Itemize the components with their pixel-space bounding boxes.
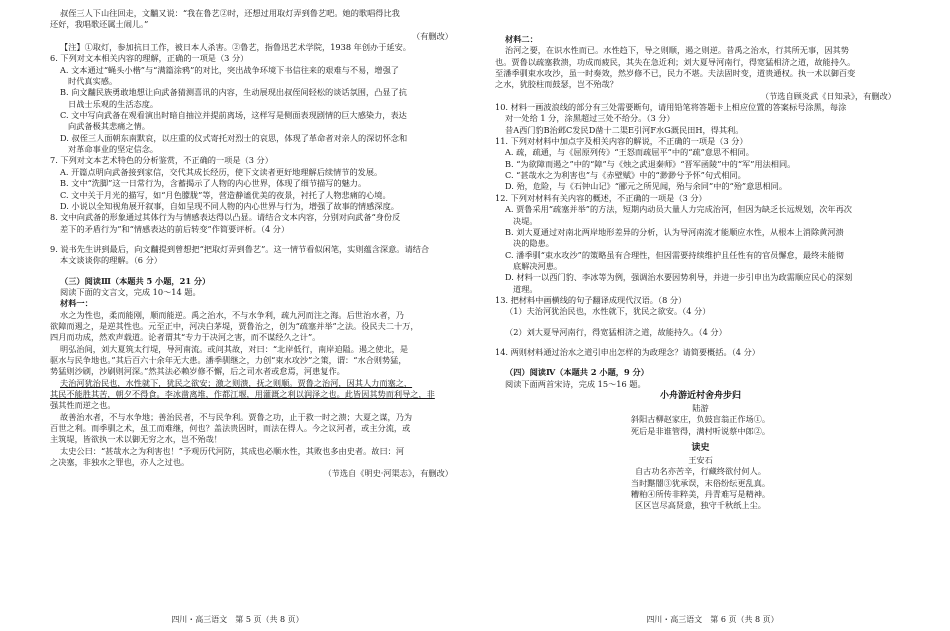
underlined-line: 其民不能胜其苦，朝夕不得食。李冰凿离堆，作都江堰，用灌溉之利以润泽之也。此皆因其势而利导之，非: [50, 389, 435, 399]
page-right: [475, 0, 950, 631]
option-line: C. 潘季驯“束水攻沙”的策略虽有合理性，但因需要持续维护且任性有的官员懈怠，最终未能彻: [505, 249, 844, 260]
option-line: D. 材料一以西门豹、李冰等为例，强调治水要因势利导，并进一步引申出为政需顺应民心的深刻: [505, 272, 853, 283]
poem-line: 自古功名亦苦辛，行藏终欲付何人。: [634, 466, 766, 477]
question-13: [495, 295, 906, 338]
question-14: 14. 两则材料通过治水之道引申出怎样的为政理念？请简要概括。（4 分）: [495, 346, 760, 357]
material-1-passage: [50, 310, 463, 469]
option-line: A. 文本通过“蝇头小楷”与“满篇涂鸦”的对比，突出战争环境下书信往来的艰难与不易，增强了: [60, 64, 399, 75]
question-8: [50, 212, 463, 235]
poem-2: [495, 442, 906, 512]
poem-title: 读史: [691, 443, 710, 453]
text-line: 太史公曰：“甚哉水之为利害也！”予观历代河防，其成也必顺水性，其败也多由史者。故曰：河: [60, 445, 405, 456]
question-stem: 差下的矛盾行为”和“情感表达的前后转变”作简要评析。（4 分）: [60, 223, 290, 234]
question-stem: 9. 说书先生讲到最后，向文黼提到曾想把“把取灯弄到鲁艺”。这一情节看似闲笔，实则蕴含深意。请结合: [50, 243, 430, 254]
text-line: 强其性而逆之也。: [50, 400, 116, 411]
question-sentence: 昔A西门豹B治邺C发民D凿十二渠E引河F水G溉民田H，得其利。: [505, 124, 744, 135]
option-line: A. 疏，疏通，与《屈原列传》“王怒而疏屈平”中的“疏”意思不相同。: [505, 147, 754, 158]
poem-line: 当时黮闇③犹承误，末俗纷纭更乱真。: [630, 477, 771, 488]
intro-passage: [50, 8, 463, 31]
question-12: [495, 193, 906, 295]
option-line: B. “为欲障而遏之”中的“障”与《烛之武退秦师》“晋军函陵”中的“军”用法相同。: [505, 158, 796, 169]
option-line: C. “甚哉水之为利害也”与《赤壁赋》中的“渺渺兮予怀”句式相同。: [505, 170, 746, 181]
text-line: 水之为性也，柔而能刚，顺而能逆。禹之治水，不与水争利，疏九河而注之海。后世治水者，乃: [60, 309, 404, 320]
section-3-intro: 阅读下面的文言文，完成 10～14 题。: [60, 286, 201, 297]
material-2-title: 材料二：: [505, 34, 538, 44]
option-line: A. 开篇点明向武备接到家信，交代其成长经历，使下文读者更好地理解后续情节的发展。: [60, 166, 383, 177]
text-line: 势猛则沙刷，沙刷则河深。”然其法必赖岁修不懈，后之司水者或怠焉，河患复作。: [50, 366, 345, 377]
option-line: 决的隐患。: [513, 238, 554, 249]
option-line: B. 向文黼民族勇敢地想让向武备猜测喜讯的内容，生动展现出叔侄间轻松的谈话氛围，凸显了抗: [60, 87, 407, 98]
question-stem: 8. 文中向武备的形象通过其体行为与情感表达得以凸显。请结合文本内容，分别对向武备“身份反: [50, 212, 401, 223]
material-2-source: （节选自顾炎武《日知录》，有删改）: [760, 90, 896, 101]
option-line: 向武备极其悲痛之情。: [68, 121, 150, 132]
underlined-line: 夫治河犹治民也，水性就下，犹民之欲安；激之则溃，抚之则顺。贾鲁之治河，因其人力而塞之，: [60, 377, 413, 388]
question-stem: 13. 把材料中画横线的句子翻译成现代汉语。（8 分）: [495, 294, 687, 305]
text-line: 驱水与民争地也。”其后百六十余年无大患。潘季驯继之，力创“束水攻沙”之策，谓：“水合则势猛，: [50, 354, 407, 365]
poem-line: 糟粕④所传非粹美，丹青难写是精神。: [630, 489, 771, 500]
text-line: 也。贾鲁以疏塞救溃，功成而疲民，其失在急近利；刘大夏导河南行，得宽猛相济之道，故能持久。: [495, 56, 856, 67]
text-line: 之水，犹胶柱而鼓瑟，岂不殆哉？: [495, 79, 618, 90]
text-line: 之决塞，非独水之罪也，亦人之过也。: [50, 457, 190, 468]
text-line: 欲障而遏之，是逆其性也。元至正中，河决白茅堤，贾鲁治之，创为“疏塞并举”之法。役民夫二十万，: [50, 320, 419, 331]
text-line: 百世之利。而季驯之术，虽工而难继，何也？盖法贵因时，而法在得人。今之议河者，或主分流，或: [50, 423, 411, 434]
poem-1: [495, 390, 906, 437]
text-line: 故善治水者，不与水争地；善治民者，不与民争利。贾鲁之功，止于救一时之溃；大夏之谋，乃为: [60, 411, 413, 422]
material-1-title: 材料一：: [60, 298, 93, 309]
question-stem: 7. 下列对文本艺术特色的分析鉴赏，不正确的一项是（3 分）: [50, 155, 273, 166]
question-6: [50, 53, 463, 155]
question-stem: 对一处给 1 分，涂黑超过三处不给分。（3 分）: [505, 113, 675, 124]
option-line: B. 刘大夏通过对南北两岸地形差异的分析，认为导河南流才能顺应水性，从根本上消除黄河溃: [505, 226, 844, 237]
question-stem: 11. 下列对材料中加点字及相关内容的解说，不正确的一项是（3 分）: [495, 136, 748, 147]
option-line: D. 殆，危险，与《石钟山记》“郦元之所见闻，殆与余同”中的“殆”意思相同。: [505, 181, 788, 192]
text-line: 治河之要，在识水性而已。水性趋下，导之则顺，遏之则逆。昔禹之治水，行其所无事，因其势: [505, 45, 849, 56]
question-stem: 本文谈谈你的理解。（6 分）: [60, 255, 162, 266]
option-line: C. 文中关于月光的描写，如“月色朦胧”等，营造静谧优美的夜景，衬托了人物悲痛的心境。: [60, 189, 391, 200]
poem-author: 王安石: [688, 455, 713, 465]
option-line: 道理。: [513, 283, 538, 294]
question-7: [50, 155, 463, 212]
material-1-source: （节选自《明史·河渠志》，有删改）: [323, 468, 453, 479]
poem-line: 区区岂尽高贤意，独守千秋纸上尘。: [634, 500, 766, 511]
option-line: B. 文中“洗脚”这一日常行为，含蓄揭示了人物的内心世界，体现了细节描写的魅力。: [60, 178, 367, 189]
text-line: 四月而功成，然欢声载道。论者谓其“专力于决河之害，而不谋经久之计”。: [50, 332, 321, 343]
poem-line: 斜阳古柳赵家庄，负鼓盲翁正作场①。: [630, 414, 771, 425]
material-2-passage: [495, 45, 906, 90]
option-line: 决堤。: [513, 215, 538, 226]
option-line: 时代真实感。: [68, 76, 118, 87]
option-line: A. 贾鲁采用“疏塞并举”的方法，短期内动员大量人力完成治河，但因为缺乏长远规划，次年再次: [505, 204, 852, 215]
poem-author: 陆游: [692, 402, 709, 413]
question-10: [495, 102, 906, 136]
section-3-title: （三）阅读Ⅲ（本题共 5 小题，21 分）: [60, 275, 211, 286]
option-line: 日战士乐观的生活态度。: [68, 98, 159, 109]
text-line: 叔侄三人下山往回走，文黼又说：“我在鲁艺②时，还想过用取灯弄到鲁艺吧。她的歌唱得比我: [60, 8, 400, 18]
question-stem: 6. 下列对文本相关内容的理解，正确的一项是（3 分）: [50, 53, 249, 64]
source-note: （有删改）: [412, 30, 453, 41]
question-stem: 12. 下列对材料有关内容的概述，不正确的一项是（3 分）: [495, 192, 707, 203]
footnote: 【注】①取灯，参加抗日工作，被日本人杀害。②鲁艺，指鲁迅艺术学院，1938 年创办于延安。: [60, 42, 411, 53]
poem-title: 小舟游近村舍舟步归: [659, 390, 741, 401]
question-11: [495, 136, 906, 193]
section-4-title: （四）阅读Ⅳ（本题共 2 小题，9 分）: [505, 367, 649, 378]
text-line: 明弘治间，刘大夏筑太行堤，导河南流。或问其故，对曰：“北岸低行，南岸迫隘。遏之使北，是: [60, 343, 409, 354]
text-line: 至潘季驯束水攻沙，虽一时奏效，然岁修不已，民力不堪。夫法固时变，道贵通权。执一术以御百变: [495, 68, 856, 79]
text-line: 主筑堤，皆欲执一术以御无穷之水，岂不殆哉！: [50, 434, 222, 445]
section-4-intro: 阅读下面两首宋诗，完成 15～16 题。: [505, 378, 646, 389]
option-line: 底解决河患。: [513, 260, 563, 271]
text-line: 还好，我唱歌还属土闹儿。”: [50, 19, 149, 30]
question-9: [50, 244, 463, 267]
option-line: D. 叔侄三人面朝东南默哀，以庄重的仪式寄托对烈士的哀思，体现了革命者对亲人的深切怀念和: [60, 132, 408, 143]
poem-line: 死后是非谁管得，满村听说蔡中郎②。: [630, 425, 771, 436]
page-footer-left: 四川・高三语文 第 5 页（共 8 页）: [171, 615, 304, 624]
page-footer-right: 四川・高三语文 第 6 页（共 8 页）: [646, 615, 779, 624]
question-stem: 10. 材料一画波浪线的部分有三处需要断句，请用铅笔将答题卡上相应位置的答案标号涂黑，每涂: [495, 102, 847, 113]
option-line: C. 文中写向武备在观看演出时暗自抽泣并提前离场，这样写是侧面表现剧情的巨大感染力，表达: [60, 110, 407, 121]
sub-question: （1）夫治河犹治民也，水性就下，犹民之欲安。（4 分）: [505, 306, 711, 317]
option-line: D. 小说以全知视角展开叙事，自如呈现不同人物的内心世界与行为，增强了故事的情感深度。: [60, 200, 399, 211]
sub-question: （2）刘大夏导河南行，得宽猛相济之道，故能持久。（4 分）: [505, 326, 727, 337]
option-line: 对革命事业的坚定信念。: [68, 144, 159, 155]
